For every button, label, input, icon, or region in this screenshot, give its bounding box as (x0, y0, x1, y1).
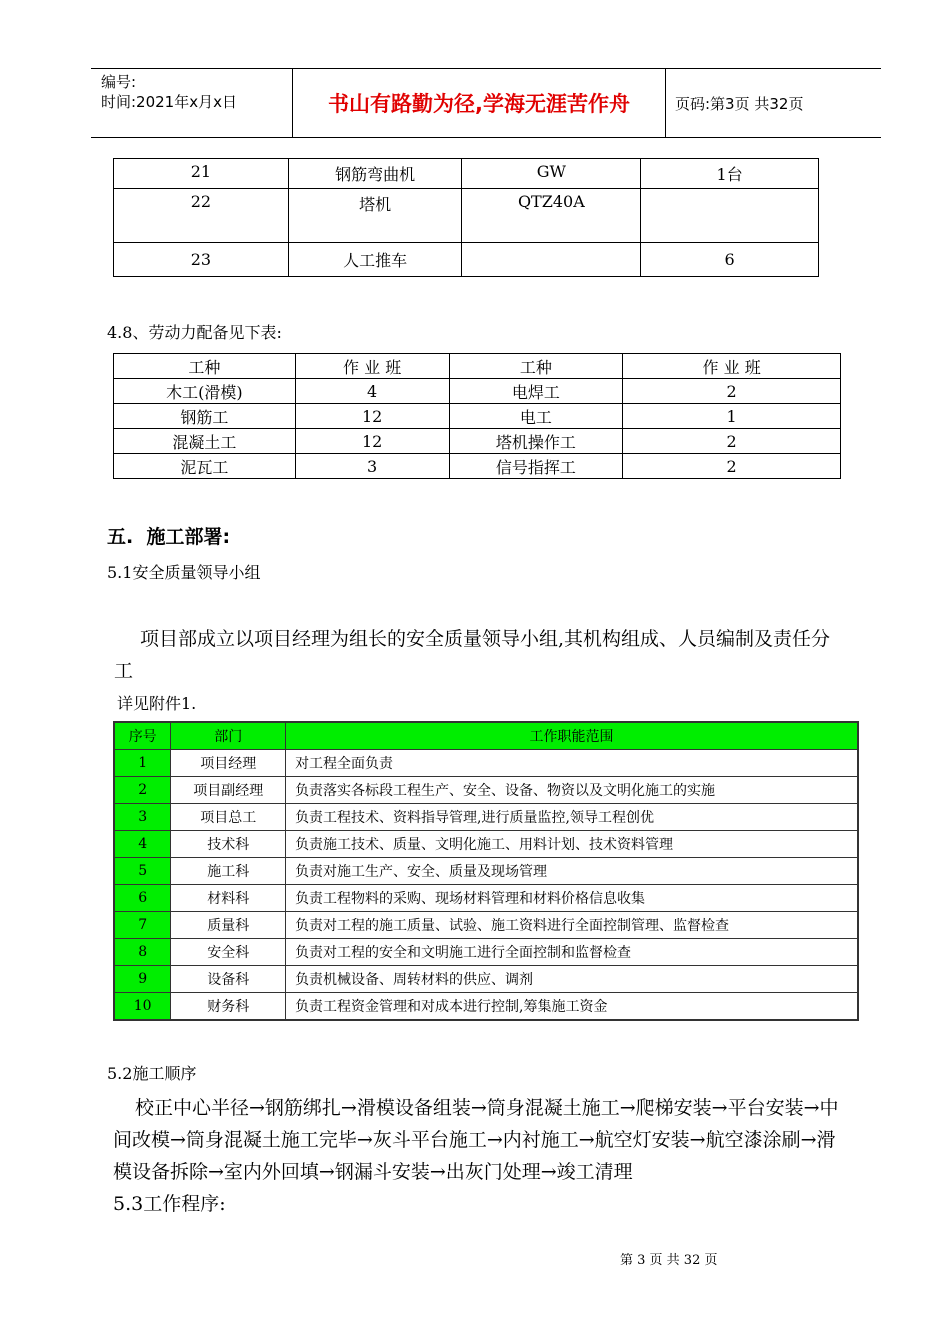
table-header-row (114, 722, 858, 750)
table-row (114, 993, 858, 1021)
table-row (114, 243, 819, 277)
row-number: 4 (114, 831, 171, 858)
duty-cell: 负责工程技术、资料指导管理,进行质量监控,领导工程创优 (286, 804, 858, 831)
table-cell: 6 (641, 243, 819, 277)
equipment-table (113, 158, 819, 277)
department-cell: 技术科 (171, 831, 286, 858)
table-cell: 信号指挥工 (449, 454, 623, 479)
table-row (114, 885, 858, 912)
table-cell: 23 (114, 243, 289, 277)
column-header: 工种 (449, 354, 623, 379)
duty-cell: 负责工程资金管理和对成本进行控制,筹集施工资金 (286, 993, 858, 1021)
column-header: 部门 (171, 722, 286, 750)
table-row (114, 189, 819, 243)
table-header-row (114, 354, 841, 379)
column-header: 工作职能范围 (286, 722, 858, 750)
table-cell: 塔机 (288, 189, 462, 243)
row-number: 8 (114, 939, 171, 966)
table-cell: 4 (295, 379, 449, 404)
column-header: 作 业 班 (295, 354, 449, 379)
table-cell: 钢筋弯曲机 (288, 159, 462, 189)
duty-cell: 负责对工程的安全和文明施工进行全面控制和监督检查 (286, 939, 858, 966)
table-cell: 2 (623, 429, 841, 454)
duty-table (113, 721, 859, 1021)
page-header (91, 68, 881, 138)
duty-cell: 负责落实各标段工程生产、安全、设备、物资以及文明化施工的实施 (286, 777, 858, 804)
table-cell: 泥瓦工 (114, 454, 296, 479)
table-row (114, 777, 858, 804)
paragraph-line: 详见附件1. (117, 694, 197, 713)
department-cell: 设备科 (171, 966, 286, 993)
duty-cell: 负责工程物料的采购、现场材料管理和材料价格信息收集 (286, 885, 858, 912)
number-label: 编号: (101, 73, 137, 91)
sequence-line: 模设备拆除→室内外回填→钢漏斗安装→出灰门处理→竣工清理 (113, 1161, 633, 1183)
table-cell: 2 (623, 379, 841, 404)
header-page-cell (666, 69, 881, 137)
table-row (114, 750, 858, 777)
table-cell: 1台 (641, 159, 819, 189)
table-row (114, 966, 858, 993)
table-row (114, 912, 858, 939)
paragraph-line: 工 (114, 660, 134, 682)
row-number: 3 (114, 804, 171, 831)
table-cell: 混凝土工 (114, 429, 296, 454)
duty-cell: 负责机械设备、周转材料的供应、调剂 (286, 966, 858, 993)
department-cell: 项目副经理 (171, 777, 286, 804)
table-row (114, 404, 841, 429)
subsection-5-2: 5.2施工顺序 (107, 1064, 197, 1083)
department-cell: 施工科 (171, 858, 286, 885)
motto: 书山有路勤为径,学海无涯苦作舟 (328, 92, 630, 116)
table-cell: 2 (623, 454, 841, 479)
row-number: 7 (114, 912, 171, 939)
table-row (114, 831, 858, 858)
header-motto-cell (293, 69, 666, 137)
sequence-line: 间改模→筒身混凝土施工完毕→灰斗平台施工→内衬施工→航空灯安装→航空漆涂刷→滑 (113, 1129, 836, 1151)
row-number: 6 (114, 885, 171, 912)
table-cell: 电焊工 (449, 379, 623, 404)
table-row (114, 939, 858, 966)
duty-cell: 负责对施工生产、安全、质量及现场管理 (286, 858, 858, 885)
row-number: 1 (114, 750, 171, 777)
table-row (114, 159, 819, 189)
table-cell: 木工(滑模) (114, 379, 296, 404)
duty-cell: 负责施工技术、质量、文明化施工、用料计划、技术资料管理 (286, 831, 858, 858)
duty-cell: 对工程全面负责 (286, 750, 858, 777)
page-info: 页码:第3页 共32页 (675, 94, 804, 113)
table-cell: 钢筋工 (114, 404, 296, 429)
table-cell: 电工 (449, 404, 623, 429)
table-cell: 12 (295, 404, 449, 429)
table-row (114, 429, 841, 454)
table-cell (641, 189, 819, 243)
time-label: 时间:2021年x月x日 (101, 93, 237, 111)
duty-cell: 负责对工程的施工质量、试验、施工资料进行全面控制管理、监督检查 (286, 912, 858, 939)
table-cell: 22 (114, 189, 289, 243)
row-number: 5 (114, 858, 171, 885)
table-cell: 人工推车 (288, 243, 462, 277)
column-header: 工种 (114, 354, 296, 379)
table-cell: 塔机操作工 (449, 429, 623, 454)
table-row (114, 454, 841, 479)
table-cell: 3 (295, 454, 449, 479)
row-number: 2 (114, 777, 171, 804)
labor-table (113, 353, 841, 479)
table-cell: QTZ40A (462, 189, 641, 243)
department-cell: 项目经理 (171, 750, 286, 777)
column-header: 序号 (114, 722, 171, 750)
paragraph-line: 项目部成立以项目经理为组长的安全质量领导小组,其机构组成、人员编制及责任分 (140, 628, 831, 650)
table-row (114, 858, 858, 885)
subsection-5-3: 5.3工作程序: (113, 1193, 226, 1215)
department-cell: 安全科 (171, 939, 286, 966)
department-cell: 财务科 (171, 993, 286, 1021)
table-cell: 21 (114, 159, 289, 189)
subsection-5-1: 5.1安全质量领导小组 (107, 563, 261, 582)
department-cell: 质量科 (171, 912, 286, 939)
department-cell: 项目总工 (171, 804, 286, 831)
table-cell: 1 (623, 404, 841, 429)
table-cell: 12 (295, 429, 449, 454)
labor-heading: 4.8、劳动力配备见下表: (107, 323, 282, 342)
header-meta (91, 69, 293, 137)
sequence-line: 校正中心半径→钢筋绑扎→滑模设备组装→筒身混凝土施工→爬梯安装→平台安装→中 (135, 1097, 839, 1119)
table-row (114, 379, 841, 404)
column-header: 作 业 班 (623, 354, 841, 379)
table-cell: GW (462, 159, 641, 189)
table-row (114, 804, 858, 831)
section-title: 五. 施工部署: (107, 526, 231, 548)
row-number: 10 (114, 993, 171, 1021)
row-number: 9 (114, 966, 171, 993)
department-cell: 材料科 (171, 885, 286, 912)
page-footer: 第 3 页 共 32 页 (620, 1253, 718, 1268)
table-cell (462, 243, 641, 277)
